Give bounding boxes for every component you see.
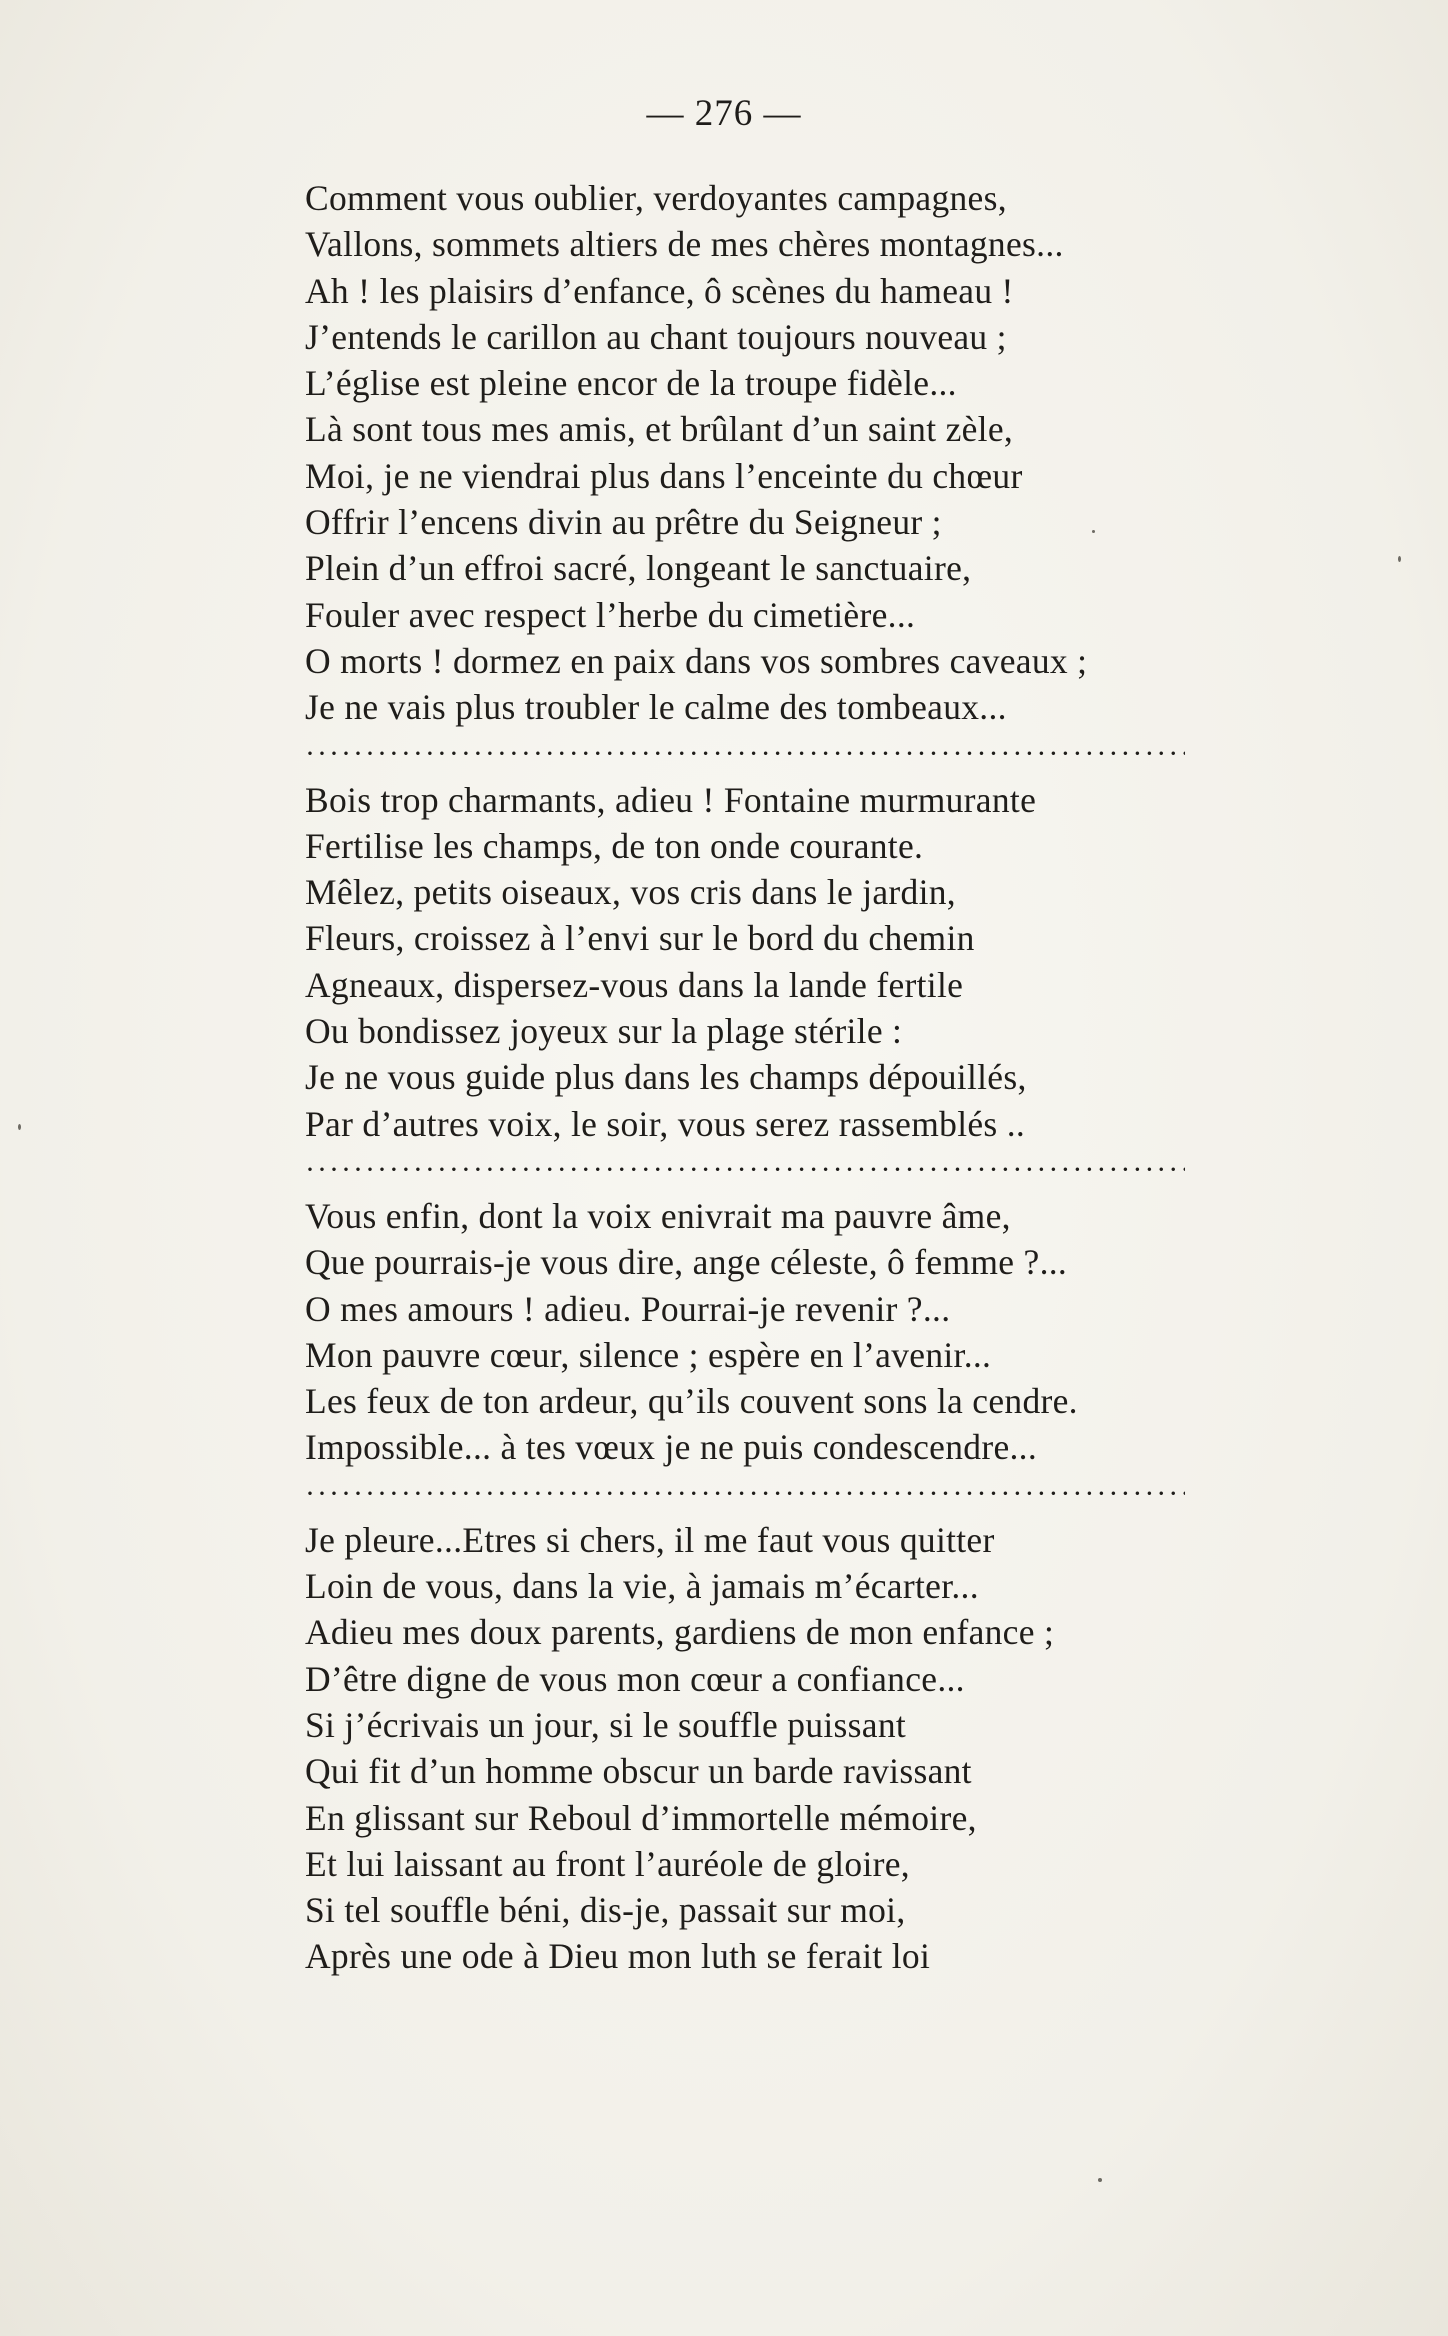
- poem-body: [305, 175, 1205, 1980]
- stanza-1: [305, 175, 1205, 731]
- verse-line: Fertilise les champs, de ton onde courante.: [305, 825, 924, 866]
- verse-line: Vous enfin, dont la voix enivrait ma pauvre âme,: [305, 1195, 1011, 1236]
- verse-line: Offrir l’encens divin au prêtre du Seigneur ;: [305, 502, 942, 543]
- verse-line: Fouler avec respect l’herbe du cimetière...: [305, 594, 916, 635]
- verse-line: O morts ! dormez en paix dans vos sombres caveaux ;: [305, 640, 1088, 681]
- verse-line: D’être digne de vous mon cœur a confiance...: [305, 1658, 965, 1699]
- dotted-separator: [305, 1471, 1185, 1517]
- verse-line: En glissant sur Reboul d’immortelle mémoire,: [305, 1797, 977, 1838]
- verse-line: Comment vous oublier, verdoyantes campagnes,: [305, 178, 1007, 218]
- verse-line: Bois trop charmants, adieu ! Fontaine murmurante: [305, 779, 1037, 820]
- verse-line: Je ne vais plus troubler le calme des tombeaux...: [305, 687, 1007, 728]
- page-number: — 276 —: [646, 93, 802, 134]
- verse-line: Adieu mes doux parents, gardiens de mon enfance ;: [305, 1612, 1055, 1653]
- dotted-separator: [305, 1147, 1185, 1193]
- verse-line: Loin de vous, dans la vie, à jamais m’écarter...: [305, 1566, 979, 1607]
- verse-line: L’église est pleine encor de la troupe fidèle...: [305, 363, 957, 404]
- verse-line: Là sont tous mes amis, et brûlant d’un saint zèle,: [305, 409, 1014, 450]
- verse-line: Plein d’un effroi sacré, longeant le sanctuaire,: [305, 548, 972, 589]
- verse-line: Et lui laissant au front l’auréole de gloire,: [305, 1843, 910, 1884]
- verse-line: Que pourrais-je vous dire, ange céleste, ô femme ?...: [305, 1242, 1068, 1283]
- verse-line: Impossible... à tes vœux je ne puis condescendre...: [305, 1427, 1038, 1468]
- stanza-3: [305, 1193, 1205, 1471]
- verse-line: Vallons, sommets altiers de mes chères montagnes...: [305, 224, 1064, 265]
- verse-line: J’entends le carillon au chant toujours nouveau ;: [305, 316, 1007, 357]
- scan-speck: [1098, 2178, 1102, 2182]
- verse-line: Mêlez, petits oiseaux, vos cris dans le jardin,: [305, 872, 956, 913]
- verse-line: Les feux de ton ardeur, qu’ils couvent sons la cendre.: [305, 1381, 1078, 1422]
- stanza-2: [305, 777, 1205, 1147]
- verse-line: Je pleure...Etres si chers, il me faut vous quitter: [305, 1519, 995, 1560]
- dotted-separator: [305, 731, 1185, 777]
- scan-speck: [1398, 556, 1401, 562]
- verse-line: Moi, je ne viendrai plus dans l’enceinte du chœur: [305, 455, 1023, 496]
- verse-line: Fleurs, croissez à l’envi sur le bord du chemin: [305, 918, 975, 959]
- verse-line: O mes amours ! adieu. Pourrai-je revenir ?...: [305, 1288, 951, 1329]
- verse-line: Après une ode à Dieu mon luth se ferait loi: [305, 1936, 931, 1977]
- verse-line: Je ne vous guide plus dans les champs dépouillés,: [305, 1057, 1027, 1098]
- verse-line: Mon pauvre cœur, silence ; espère en l’avenir...: [305, 1334, 992, 1375]
- scan-speck: [1092, 530, 1095, 533]
- stanza-4: [305, 1517, 1205, 1980]
- verse-line: Ah ! les plaisirs d’enfance, ô scènes du hameau !: [305, 270, 1014, 311]
- verse-line: Qui fit d’un homme obscur un barde ravissant: [305, 1751, 972, 1792]
- verse-line: Ou bondissez joyeux sur la plage stérile :: [305, 1011, 903, 1052]
- verse-line: Agneaux, dispersez-vous dans la lande fertile: [305, 964, 964, 1005]
- verse-line: Si tel souffle béni, dis-je, passait sur moi,: [305, 1890, 906, 1931]
- scan-speck: [18, 1124, 21, 1130]
- verse-line: Si j’écrivais un jour, si le souffle puissant: [305, 1704, 907, 1745]
- verse-line: Par d’autres voix, le soir, vous serez rassemblés ..: [305, 1103, 1026, 1144]
